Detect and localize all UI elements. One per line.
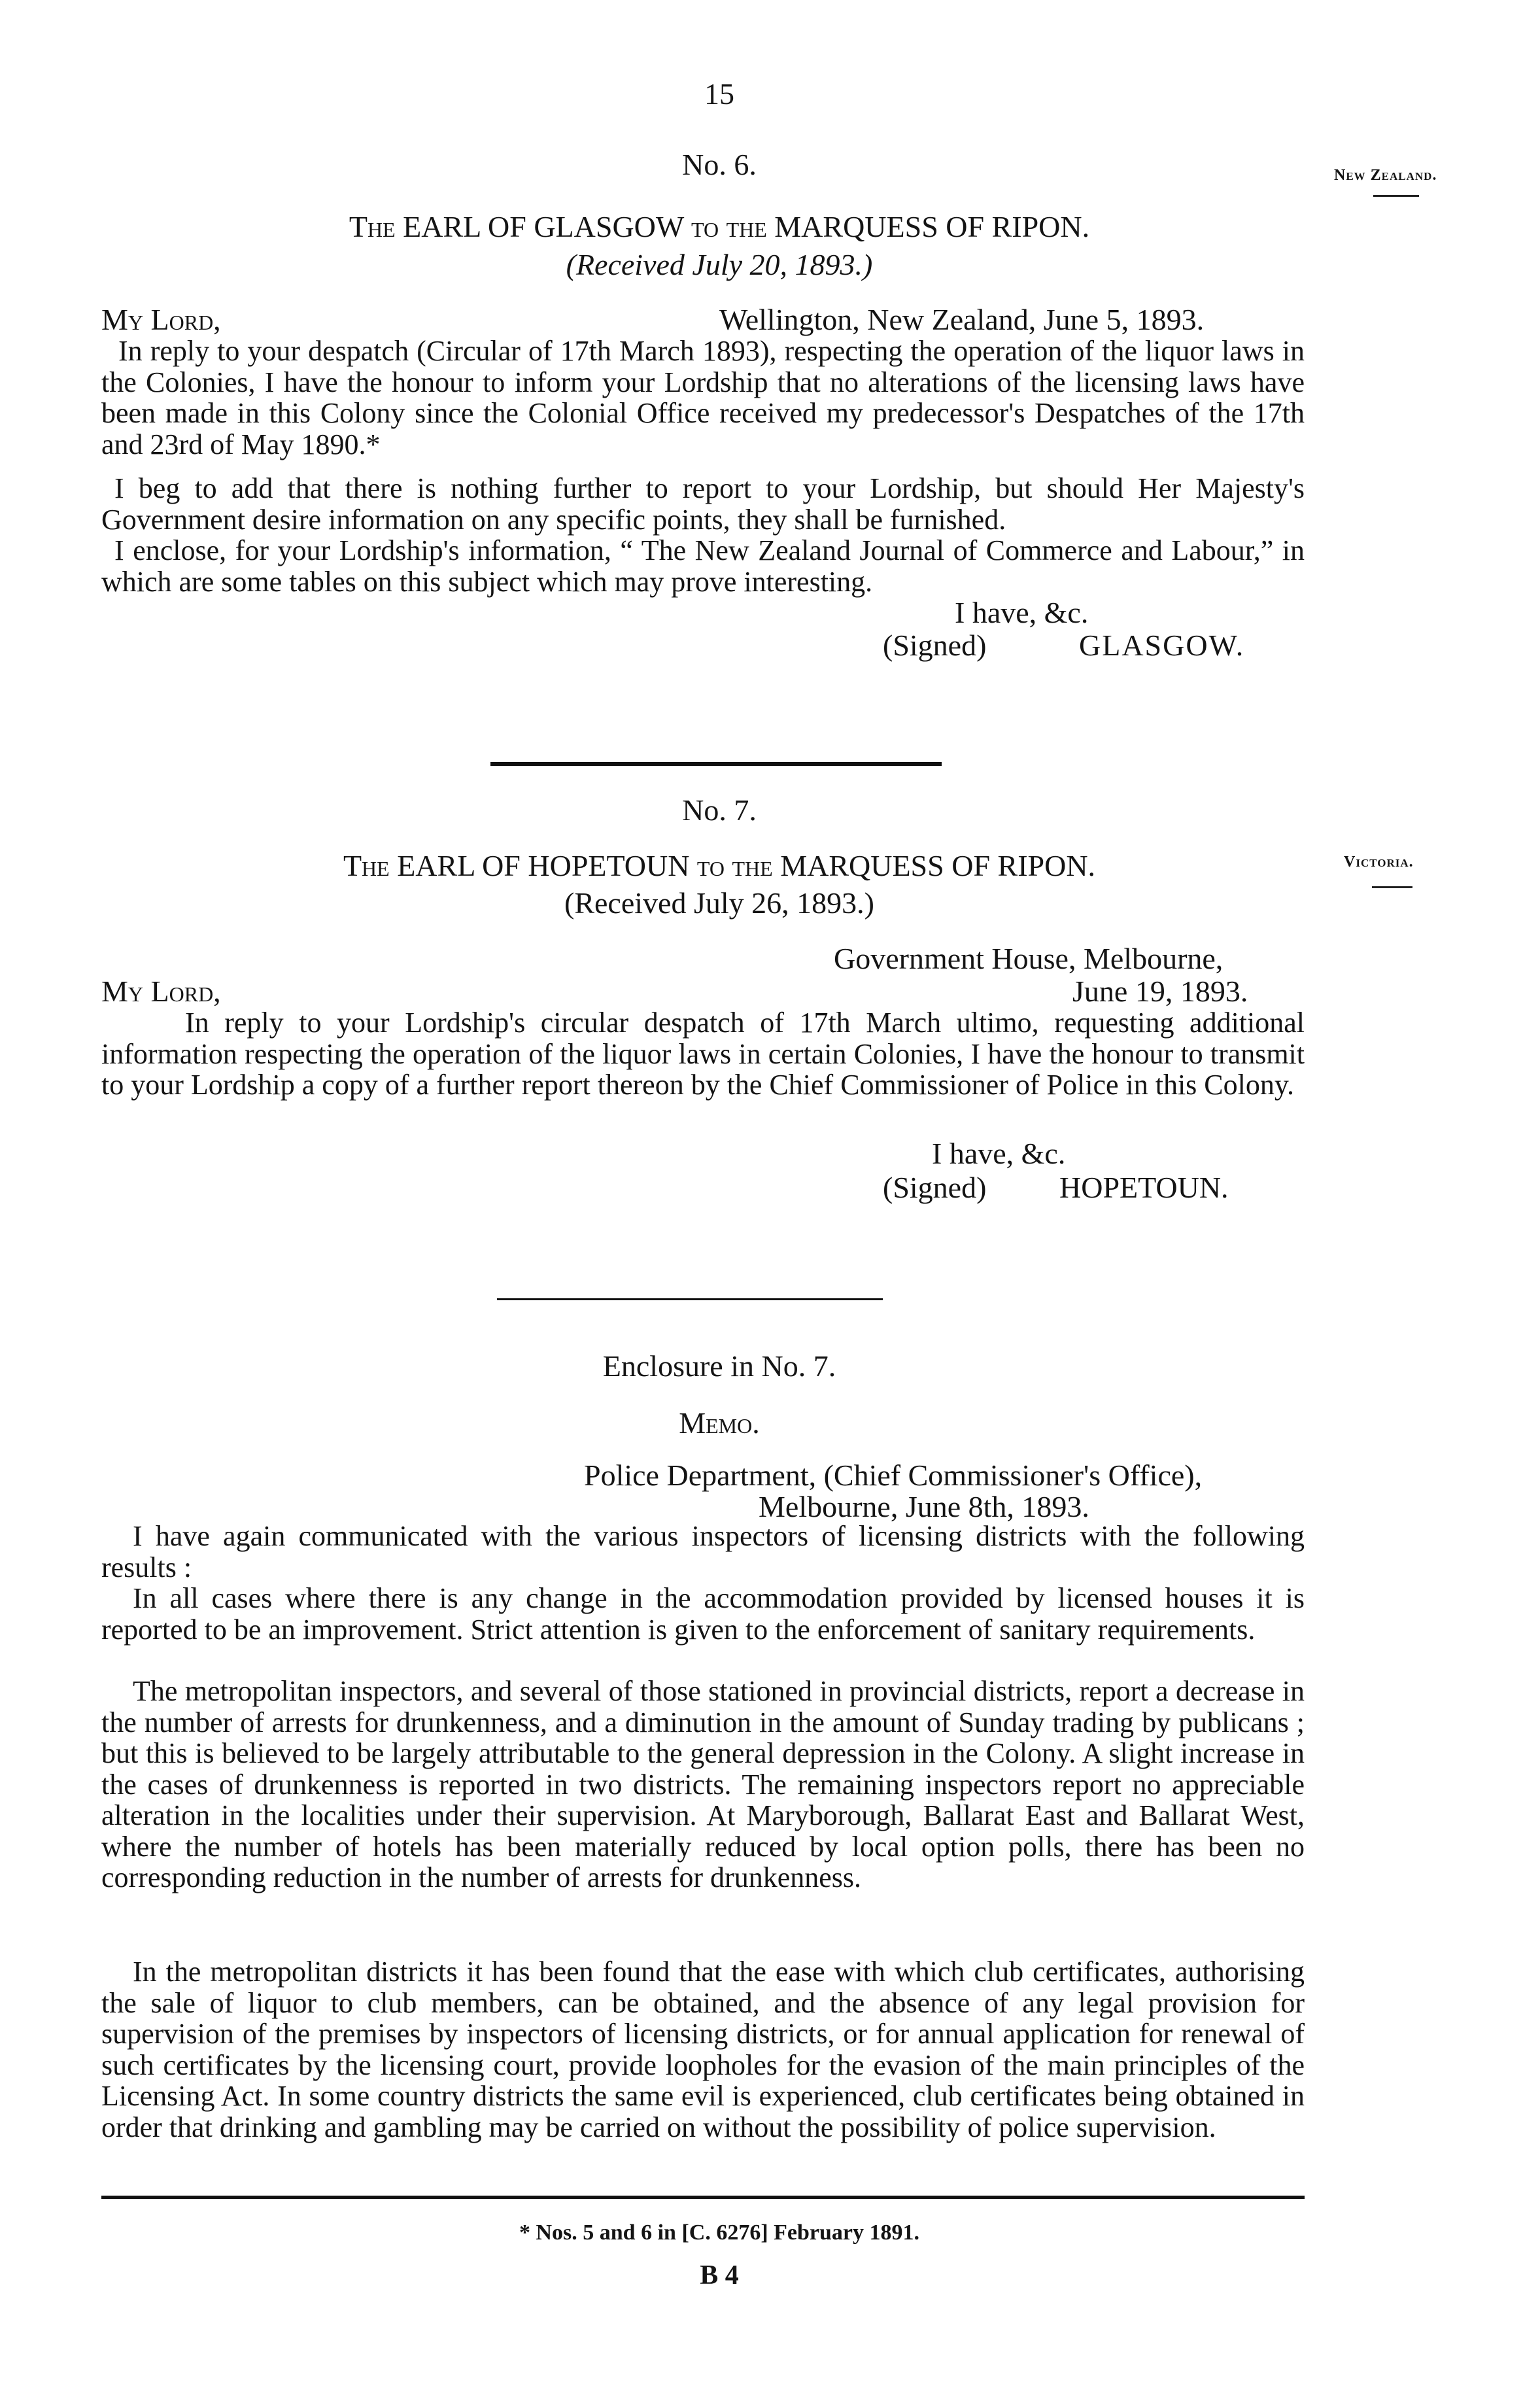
- doc6-side-rule: [1373, 195, 1419, 197]
- section-divider-1: [490, 762, 942, 766]
- section-divider-2: [497, 1298, 883, 1300]
- doc6-title: [196, 211, 1242, 243]
- doc7-paragraph-1: In reply to your Lordship's circular despatch of 17th March ultimo, requesting additional information respecting the operation of the liquor laws in certain Colonies, I have the honour to transmit to your Lordship a copy of a further report thereon by the Chief Commissioner of Police in this Colony.: [101, 1007, 1305, 1101]
- doc6-paragraph-3: I enclose, for your Lordship's information, “ The New Zealand Journal of Commerce and Labour,” in which are some tables on this subject which may prove interesting.: [101, 534, 1305, 598]
- doc6-paragraph-2: I beg to add that there is nothing further to report to your Lordship, but should Her Majesty's Government desire information on any specific points, they shall be furnished.: [101, 472, 1305, 536]
- doc6-salutation: My Lord,: [101, 303, 221, 336]
- enclosure-memo: Memo.: [679, 1406, 760, 1440]
- doc7-received: (Received July 26, 1893.): [564, 886, 874, 920]
- doc7-place: Government House, Melbourne,: [834, 942, 1223, 975]
- doc6-signatory: GLASGOW.: [1079, 629, 1245, 662]
- doc6-side-label: New Zealand.: [1334, 167, 1437, 184]
- doc7-heading: No. 7.: [682, 793, 757, 827]
- doc7-salutation: My Lord,: [101, 975, 221, 1008]
- footnote: * Nos. 5 and 6 in [C. 6276] February 1891.: [519, 2220, 920, 2245]
- doc7-side-label: Victoria.: [1344, 854, 1414, 871]
- page-number: 15: [704, 77, 734, 111]
- doc7-title: [196, 850, 1242, 882]
- enclosure-paragraph-3: The metropolitan inspectors, and several of those stationed in provincial districts, report a decrease in the number of arrests for drunkenness, and a diminution in the amount of Sunday trading by publicans ; but this is believed to be largely attributable to the general depression in the Colony. A slight increase in the cases of drunkenness is reported in two districts. The remaining inspectors report no appreciable alteration in the localities under their supervision. At Maryborough, Ballarat East and Ballarat West, where the number of hotels has been materially reduced by local option polls, there has been no corresponding reduction in the number of arrests for drunkenness.: [101, 1675, 1305, 1893]
- doc7-date: June 19, 1893.: [1072, 975, 1248, 1008]
- doc7-side-rule: [1372, 886, 1412, 888]
- footnote-rule: [101, 2196, 1305, 2199]
- doc7-title-text: The EARL OF HOPETOUN to the MARQUESS OF RIPON.: [343, 849, 1096, 882]
- doc6-closing: I have, &c.: [955, 596, 1089, 629]
- enclosure-office: Police Department, (Chief Commissioner's Office),: [584, 1459, 1203, 1492]
- doc6-place-date: Wellington, New Zealand, June 5, 1893.: [719, 303, 1205, 336]
- enclosure-paragraph-1: I have again communicated with the various inspectors of licensing districts with the following results :: [101, 1520, 1305, 1583]
- enclosure-date: Melbourne, June 8th, 1893.: [759, 1490, 1089, 1523]
- doc7-signatory: HOPETOUN.: [1059, 1171, 1229, 1204]
- doc7-closing: I have, &c.: [932, 1137, 1066, 1170]
- doc6-signed: (Signed): [883, 629, 987, 662]
- enclosure-paragraph-2: In all cases where there is any change in the accommodation provided by licensed houses it is reported to be an improvement. Strict attention is given to the enforcement of sanitary requirements.: [101, 1582, 1305, 1646]
- doc6-paragraph-1: In reply to your despatch (Circular of 17th March 1893), respecting the operation of the liquor laws in the Colonies, I have the honour to inform your Lordship that no alterations of the licensing laws have been made in this Colony since the Colonial Office received my predecessor's Despatches of the 17th and 23rd of May 1890.*: [101, 335, 1305, 460]
- doc6-title-text: The EARL OF GLASGOW to the MARQUESS OF RIPON.: [349, 210, 1090, 243]
- doc7-signed: (Signed): [883, 1171, 987, 1204]
- doc6-heading: No. 6.: [682, 148, 757, 181]
- enclosure-heading: Enclosure in No. 7.: [602, 1349, 836, 1383]
- enclosure-paragraph-4: In the metropolitan districts it has been found that the ease with which club certificates, authorising the sale of liquor to club members, can be obtained, and the absence of any legal provision for supervision of the premises by inspectors of licensing districts, or for annual application for renewal of such certificates by the licensing court, provide loopholes for the evasion of the main principles of the Licensing Act. In some country districts the same evil is experienced, club certificates being obtained in order that drinking and gambling may be carried on without the possibility of police supervision.: [101, 1956, 1305, 2143]
- printer-signature: B 4: [700, 2260, 739, 2290]
- doc6-received: (Received July 20, 1893.): [566, 248, 873, 281]
